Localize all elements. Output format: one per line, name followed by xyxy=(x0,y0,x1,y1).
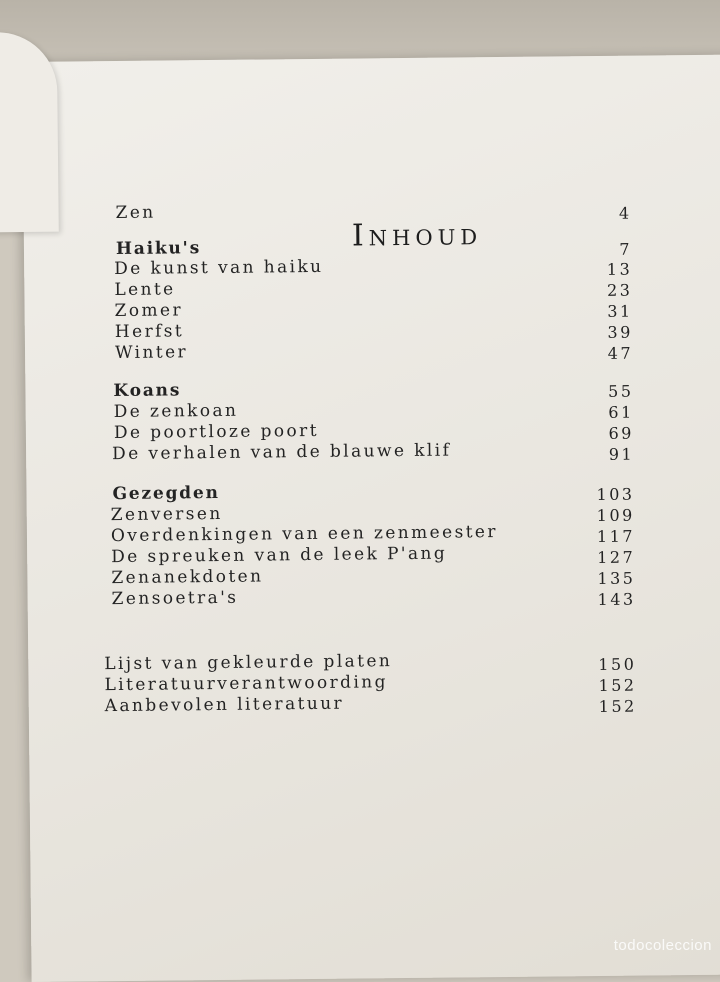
toc-entry-winter: Winter xyxy=(114,342,189,364)
toc-page-lente: 23 xyxy=(606,280,633,300)
toc-entry-zen: Zen xyxy=(115,202,156,224)
toc-entry-zenkoan: De zenkoan xyxy=(113,400,239,423)
toc-page-poortloze-poort: 69 xyxy=(608,423,635,443)
toc-section-koans: Koans xyxy=(113,380,182,402)
toc-entry-spreuken: De spreuken van de leek P'ang xyxy=(111,543,448,568)
toc-page-haikus: 7 xyxy=(619,239,633,259)
toc-entry-zomer: Zomer xyxy=(114,300,184,322)
toc-page-zomer: 31 xyxy=(607,301,633,321)
toc-page-zensoetras: 143 xyxy=(597,589,636,610)
toc-page-gekleurde-platen: 150 xyxy=(598,654,637,674)
toc-page-literatuurverantwoording: 152 xyxy=(598,675,637,695)
toc-page-overdenkingen: 117 xyxy=(596,526,636,547)
toc-entry-blauwe-klif: De verhalen van de blauwe klif xyxy=(112,440,452,465)
toc-entry-zenanekdoten: Zenanekdoten xyxy=(111,566,264,589)
toc-page-zenversen: 109 xyxy=(596,505,635,526)
facing-page-edge xyxy=(0,32,59,233)
toc-page-aanbevolen-literatuur: 152 xyxy=(598,696,637,716)
toc-entry-kunst-van-haiku: De kunst van haiku xyxy=(114,256,324,280)
toc-page-zenkoan: 61 xyxy=(608,402,634,422)
toc-page-zenanekdoten: 135 xyxy=(597,568,636,589)
toc-entry-zenversen: Zenversen xyxy=(110,503,223,526)
toc-entry-gekleurde-platen: Lijst van gekleurde platen xyxy=(104,651,393,675)
toc-page-blauwe-klif: 91 xyxy=(608,444,635,464)
toc-page-gezegden: 103 xyxy=(596,484,635,505)
toc-page-spreuken: 127 xyxy=(597,547,636,568)
toc-page-herfst: 39 xyxy=(607,322,633,342)
toc-entry-literatuurverantwoording: Literatuurverantwoording xyxy=(104,672,388,696)
toc-entry-aanbevolen-literatuur: Aanbevolen literatuur xyxy=(104,693,345,717)
toc-section-haikus: Haiku's xyxy=(115,238,202,260)
book-page xyxy=(22,54,720,981)
toc-entry-overdenkingen: Overdenkingen van een zenmeester xyxy=(110,522,498,547)
toc-entry-poortloze-poort: De poortloze poort xyxy=(113,420,319,444)
toc-entry-lente: Lente xyxy=(114,279,176,301)
toc-section-gezegden: Gezegden xyxy=(112,482,220,505)
toc-page-zen: 4 xyxy=(618,203,632,223)
toc-entry-herfst: Herfst xyxy=(114,321,185,343)
toc-page-kunst-van-haiku: 13 xyxy=(606,259,633,279)
toc-page-winter: 47 xyxy=(607,343,634,363)
toc-entry-zensoetras: Zensoetra's xyxy=(111,587,239,610)
watermark-text: todocoleccion xyxy=(613,937,712,954)
toc-page-koans: 55 xyxy=(608,381,634,401)
page-title: Inhoud xyxy=(351,217,483,254)
